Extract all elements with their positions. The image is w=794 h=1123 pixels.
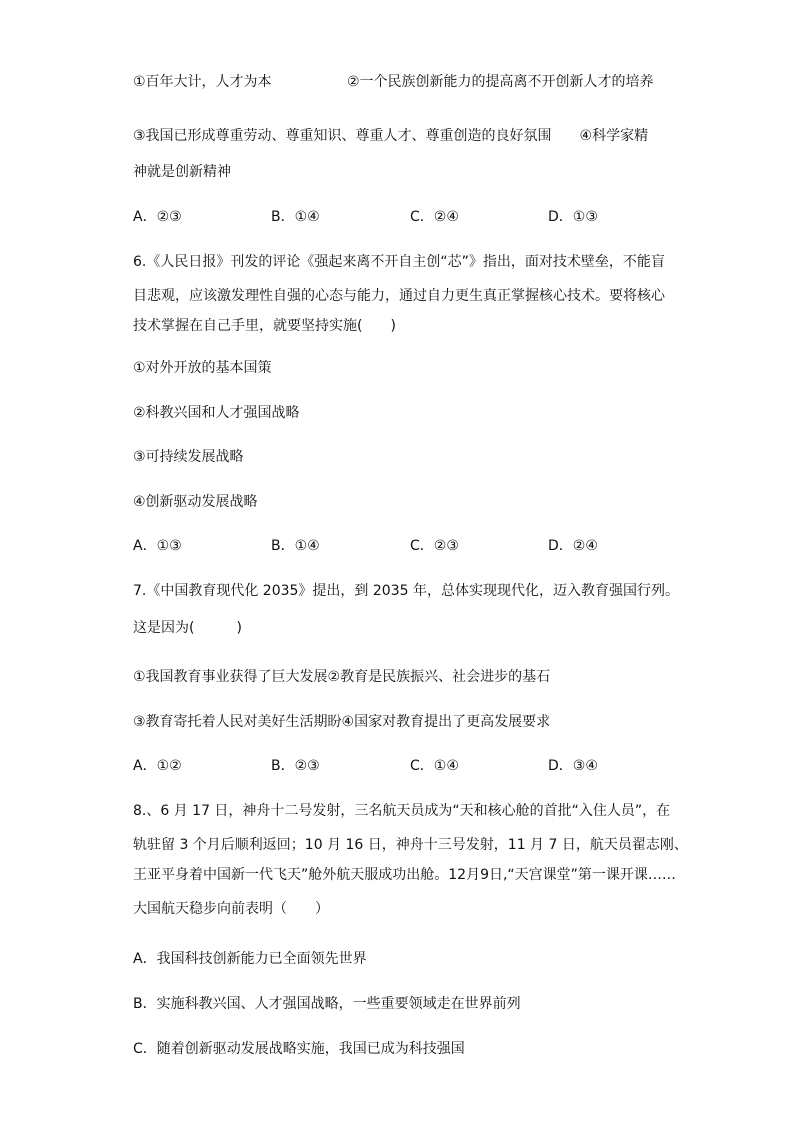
q7-statements-1-2: ①我国教育事业获得了巨大发展②教育是民族振兴、社会进步的基石 (133, 669, 551, 685)
q6-statement-2: ②科教兴国和人才强国战略 (133, 405, 300, 421)
q6-option-d: D．②④ (548, 538, 598, 554)
q7-option-d: D．③④ (548, 758, 598, 774)
q8-stem-line-2: 轨驻留 3 个月后顺利返回；10 月 16 日，神舟十三号发射，11 月 7 日，航天员翟志刚、 (133, 837, 688, 853)
q6-option-b: B．①④ (271, 538, 320, 554)
q7-option-c: C．①④ (410, 758, 459, 774)
q6-statement-4: ④创新驱动发展战略 (133, 494, 258, 510)
q5-option-d: D．①③ (548, 209, 598, 225)
q8-stem-line-4: 大国航天稳步向前表明（ ） (133, 901, 329, 917)
q8-stem-line-3: 王亚平身着中国新一代飞天”舱外航天服成功出舱。12月9日,“天宫课堂”第一课开课…… (133, 867, 676, 883)
q6-stem-line-1: 6.《人民日报》刊发的评论《强起来离不开自主创“芯”》指出，面对技术壁垒，不能盲 (133, 254, 665, 270)
q7-stem-line-1: 7.《中国教育现代化 2035》提出，到 2035 年，总体实现现代化，迈入教育强国行列。 (133, 583, 679, 599)
q5-statement-1: ①百年大计，人才为本 (133, 74, 272, 90)
q5-statement-3-line-1: ③我国已形成尊重劳动、尊重知识、尊重人才、尊重创造的良好氛围 ④科学家精 (133, 128, 649, 144)
q8-option-b: B．实施科教兴国、人才强国战略，一些重要领域走在世界前列 (133, 996, 521, 1012)
q5-statement-3-line-2: 神就是创新精神 (133, 164, 231, 180)
q5-option-c: C．②④ (410, 209, 459, 225)
q5-option-a: A．②③ (133, 209, 182, 225)
q5-statement-2: ②一个民族创新能力的提高离不开创新人才的培养 (347, 74, 654, 90)
q6-option-a: A．①③ (133, 538, 182, 554)
q8-stem-line-1: 8.、6 月 17 日，神舟十二号发射，三名航天员成为“天和核心舱的首批“入住人员”，在 (133, 803, 671, 819)
q8-option-a: A．我国科技创新能力已全面领先世界 (133, 951, 367, 967)
q6-statement-1: ①对外开放的基本国策 (133, 360, 272, 376)
q7-option-a: A．①② (133, 758, 182, 774)
q7-option-b: B．②③ (271, 758, 320, 774)
q6-stem-line-2: 目悲观，应该激发理性自强的心态与能力，通过自力更生真正掌握核心技术。要将核心 (133, 288, 665, 304)
q6-stem-line-3: 技术掌握在自己手里，就要坚持实施( ) (133, 318, 396, 334)
q7-statements-3-4: ③教育寄托着人民对美好生活期盼④国家对教育提出了更高发展要求 (133, 714, 551, 730)
q6-statement-3: ③可持续发展战略 (133, 449, 244, 465)
q6-option-c: C．②③ (410, 538, 459, 554)
q7-stem-line-2: 这是因为( ) (133, 620, 242, 636)
q5-option-b: B．①④ (271, 209, 320, 225)
q8-option-c: C．随着创新驱动发展战略实施，我国已成为科技强国 (133, 1041, 465, 1057)
